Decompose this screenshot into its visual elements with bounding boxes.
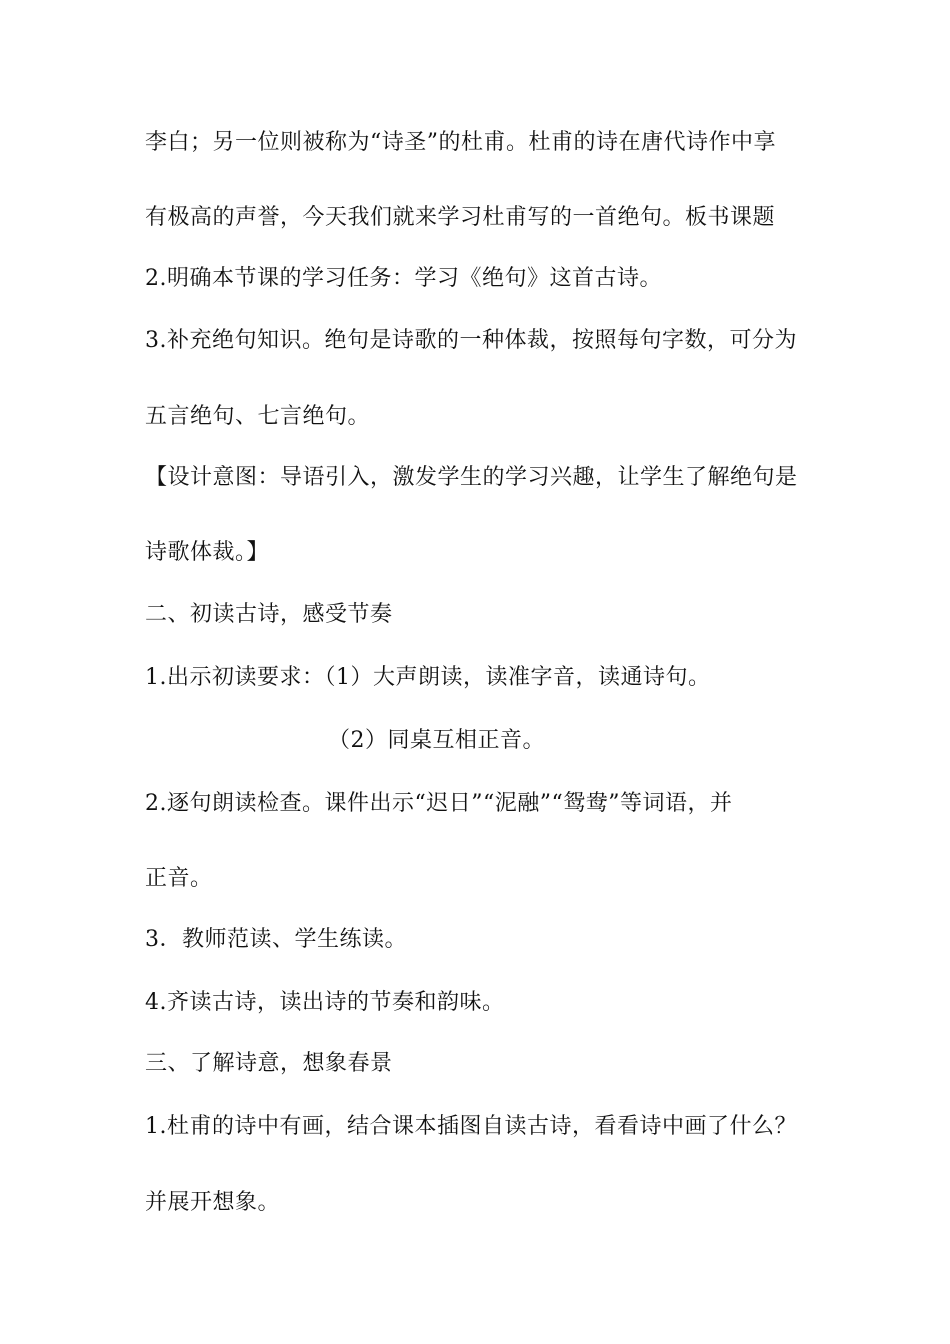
text-line-indented: （2）同桌互相正音。 [328, 728, 545, 753]
text-line: 3．教师范读、学生练读。 [145, 927, 407, 952]
section-heading: 二、初读古诗，感受节奏 [145, 602, 393, 627]
text-line: 3.补充绝句知识。绝句是诗歌的一种体裁，按照每句字数，可分为 [145, 328, 797, 353]
text-line: 有极高的声誉，今天我们就来学习杜甫写的一首绝句。板书课题 [145, 205, 776, 230]
design-intent-line: 诗歌体裁。】 [145, 540, 270, 565]
design-intent-line: 【设计意图：导语引入，激发学生的学习兴趣，让学生了解绝句是 [145, 465, 798, 490]
text-line: 并展开想象。 [145, 1190, 281, 1215]
text-line: 五言绝句、七言绝句。 [145, 404, 371, 429]
text-line: 2.逐句朗读检查。课件出示“迟日”“泥融”“鸳鸯”等词语，并 [145, 791, 733, 816]
text-line: 李白；另一位则被称为“诗圣”的杜甫。杜甫的诗在唐代诗作中享 [145, 130, 776, 155]
text-line: 2.明确本节课的学习任务：学习《绝句》这首古诗。 [145, 266, 662, 291]
text-line: 1.出示初读要求：（1）大声朗读，读准字音，读通诗句。 [145, 665, 711, 690]
text-line: 1.杜甫的诗中有画，结合课本插图自读古诗，看看诗中画了什么？ [145, 1114, 797, 1139]
text-line: 4.齐读古诗，读出诗的节奏和韵味。 [145, 990, 505, 1015]
section-heading: 三、了解诗意，想象春景 [145, 1051, 393, 1076]
text-line: 正音。 [145, 866, 213, 891]
